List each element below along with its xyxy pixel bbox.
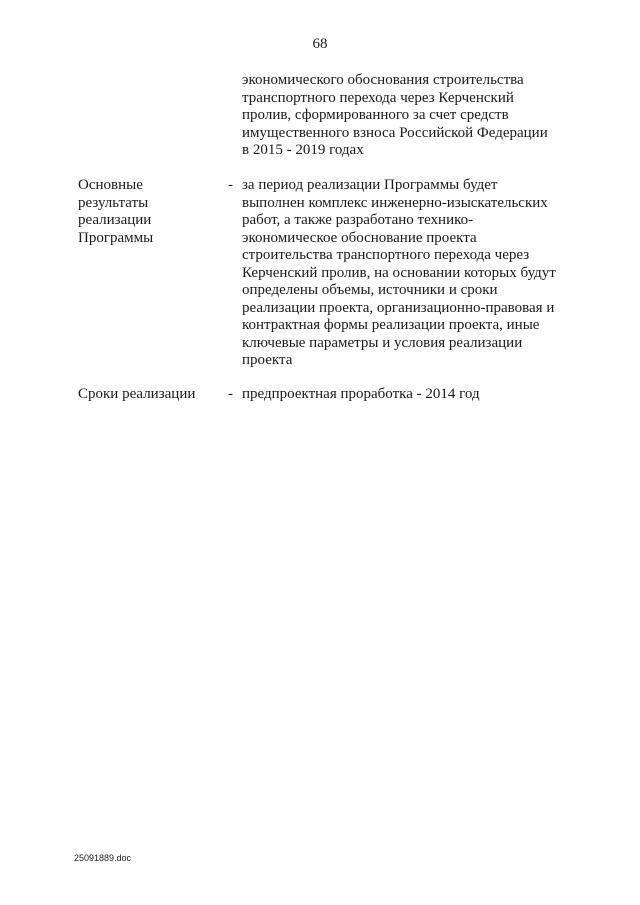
footer-filename: 25091889.doc: [74, 853, 132, 863]
section-body-results: [242, 177, 556, 370]
section-body-timeline: [242, 386, 480, 404]
continuation-line: имущественного взноса Российской Федерации: [242, 124, 548, 141]
body-line: работ, а также разработано технико-: [242, 212, 474, 228]
section-dash: -: [228, 177, 233, 193]
label-line: результаты: [78, 194, 149, 211]
continuation-line: экономического обоснования строительства: [242, 72, 524, 88]
body-line: контрактная формы реализации проекта, иные: [242, 317, 540, 333]
continuation-text: [242, 72, 548, 160]
body-line: экономическое обоснование проекта: [242, 229, 477, 246]
body-line: за период реализации Программы будет: [242, 177, 498, 193]
label-line: реализации: [78, 212, 152, 228]
body-line: Керченский пролив, на основании которых будут: [242, 264, 556, 281]
body-line: предпроектная проработка - 2014 год: [242, 386, 480, 402]
continuation-line: в 2015 - 2019 годах: [242, 142, 364, 158]
continuation-line: пролив, сформированного за счет средств: [242, 107, 509, 123]
body-line: проекта: [242, 352, 293, 368]
page-number: 68: [312, 36, 328, 52]
section-label-timeline: [78, 386, 195, 404]
body-line: определены объемы, источники и сроки: [242, 282, 498, 298]
label-line: Сроки реализации: [78, 386, 196, 402]
continuation-line: транспортного перехода через Керченский: [242, 89, 514, 106]
body-line: выполнен комплекс инженерно-изыскательских: [242, 194, 548, 211]
body-line: ключевые параметры и условия реализации: [242, 334, 523, 351]
label-line: Программы: [78, 229, 154, 246]
body-line: реализации проекта, организационно-правовая и: [242, 299, 555, 316]
body-line: строительства транспортного перехода через: [242, 247, 530, 263]
section-label-results: [78, 177, 153, 247]
label-line: Основные: [78, 177, 143, 193]
section-dash: -: [228, 386, 233, 402]
